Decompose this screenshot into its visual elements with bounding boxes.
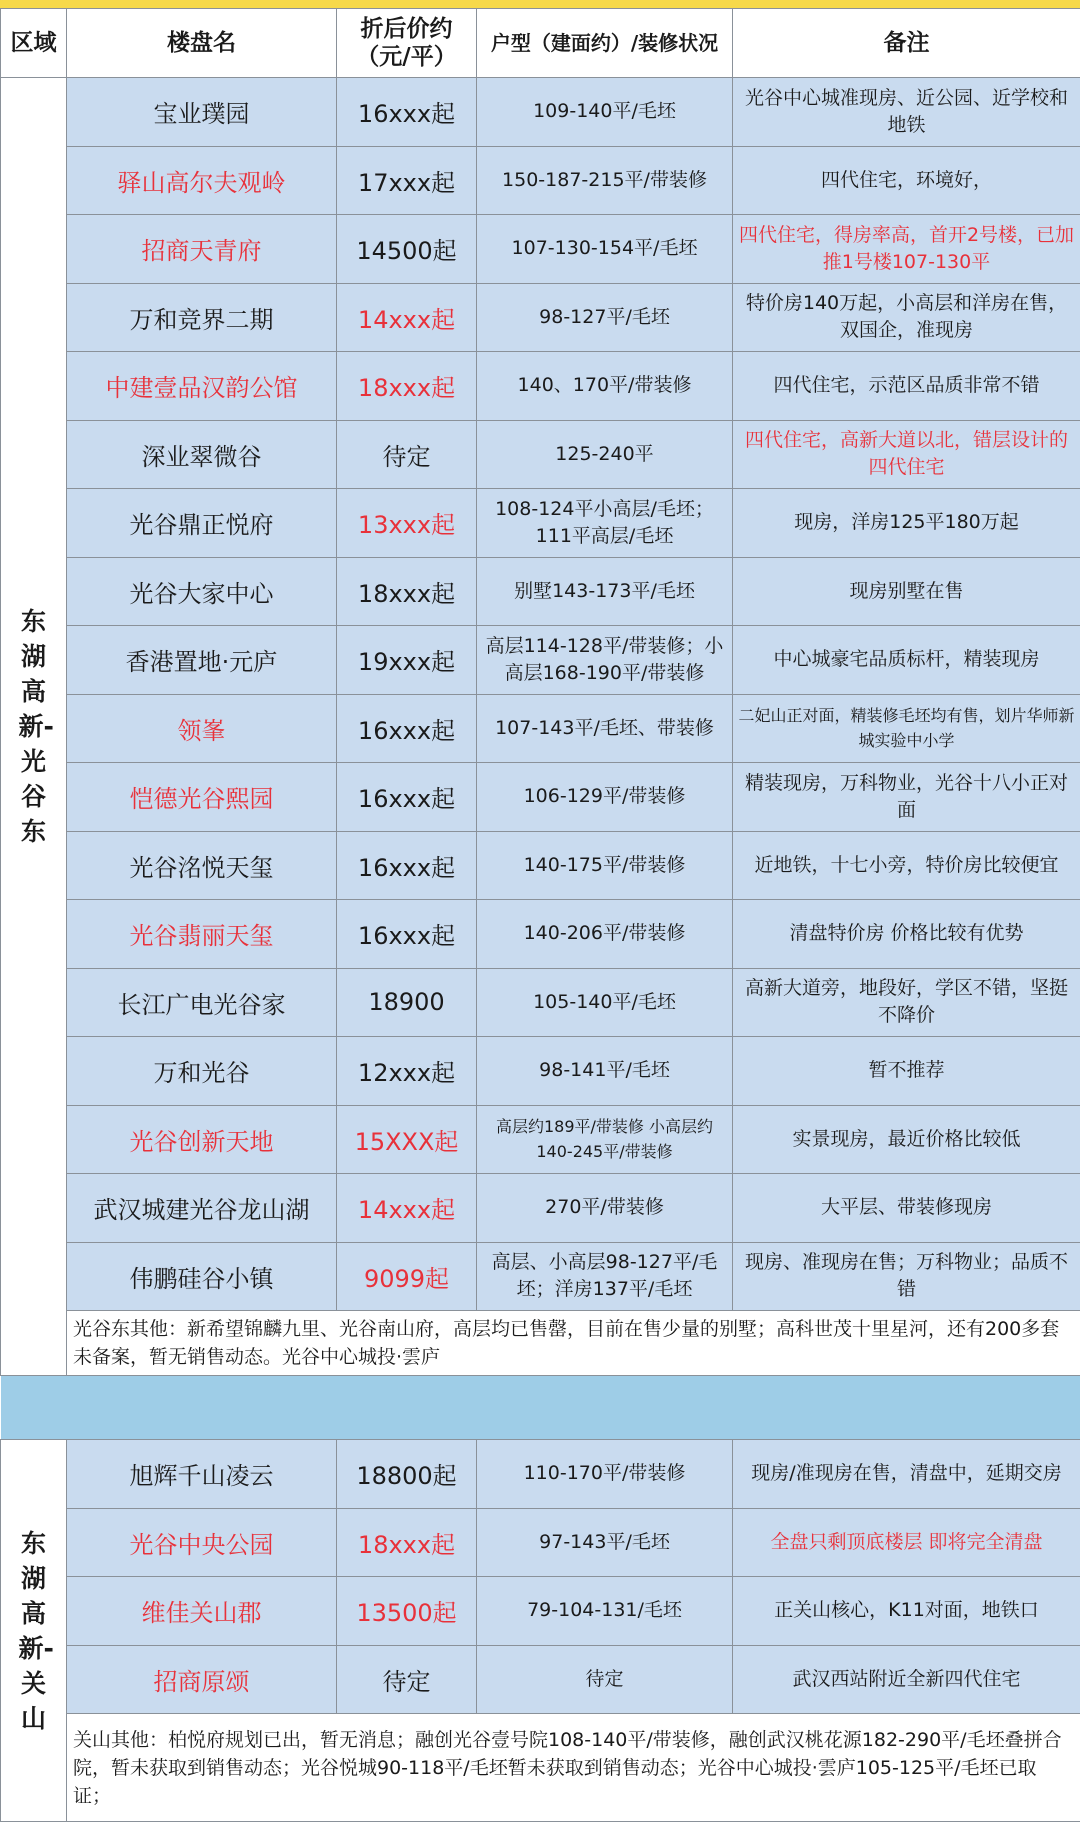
price-cell: 16xxx起 xyxy=(337,694,477,763)
name-cell: 香港置地·元庐 xyxy=(67,626,337,695)
name-cell: 深业翠微谷 xyxy=(67,420,337,489)
table-row xyxy=(1,1645,1080,1714)
price-cell: 16xxx起 xyxy=(337,831,477,900)
remark-cell: 现房、准现房在售；万科物业；品质不错 xyxy=(733,1242,1080,1311)
price-cell: 14xxx起 xyxy=(337,1174,477,1243)
type-cell: 105-140平/毛坯 xyxy=(477,968,733,1037)
price-cell: 9099起 xyxy=(337,1242,477,1311)
type-cell: 140、170平/带装修 xyxy=(477,352,733,421)
price-cell: 18xxx起 xyxy=(337,557,477,626)
type-cell: 140-175平/带装修 xyxy=(477,831,733,900)
type-cell: 108-124平小高层/毛坯；111平高层/毛坯 xyxy=(477,489,733,558)
type-cell: 270平/带装修 xyxy=(477,1174,733,1243)
remark-cell: 现房，洋房125平180万起 xyxy=(733,489,1080,558)
table-row xyxy=(1,831,1080,900)
type-cell: 高层114-128平/带装修；小高层168-190平/带装修 xyxy=(477,626,733,695)
table-row xyxy=(1,1037,1080,1106)
section-note-guanshan: 关山其他：柏悦府规划已出，暂无消息；融创光谷壹号院108-140平/带装修，融创武汉桃花源182-290平/毛坯叠拼合院，暂未获取到销售动态；光谷悦城90-118平/毛坯暂未获取到销售动态；光谷中心城投·雲庐105-125平/毛坯已取证； xyxy=(67,1714,1080,1822)
type-cell: 79-104-131/毛坯 xyxy=(477,1577,733,1646)
divider-band xyxy=(1,1376,1080,1440)
note-row xyxy=(1,1714,1080,1822)
table-row xyxy=(1,900,1080,969)
table-row xyxy=(1,694,1080,763)
region-cell-guanshan xyxy=(1,1440,67,1822)
type-cell: 高层约189平/带装修 小高层约140-245平/带装修 xyxy=(477,1105,733,1174)
price-cell: 待定 xyxy=(337,420,477,489)
name-cell: 光谷中央公园 xyxy=(67,1508,337,1577)
table-row xyxy=(1,626,1080,695)
price-cell: 19xxx起 xyxy=(337,626,477,695)
table-row xyxy=(1,1105,1080,1174)
note-row xyxy=(1,1311,1080,1376)
table-row xyxy=(1,146,1080,215)
remark-cell: 二妃山正对面，精装修毛坯均有售，划片华师新城实验中小学 xyxy=(733,694,1080,763)
remark-cell: 精装现房，万科物业，光谷十八小正对面 xyxy=(733,763,1080,832)
remark-cell: 暂不推荐 xyxy=(733,1037,1080,1106)
type-cell: 125-240平 xyxy=(477,420,733,489)
remark-cell: 特价房140万起，小高层和洋房在售，双国企，准现房 xyxy=(733,283,1080,352)
name-cell: 恺德光谷熙园 xyxy=(67,763,337,832)
type-cell: 107-130-154平/毛坯 xyxy=(477,215,733,284)
header-remark: 备注 xyxy=(733,9,1080,78)
name-cell: 万和光谷 xyxy=(67,1037,337,1106)
property-table xyxy=(0,8,1080,1822)
remark-cell: 光谷中心城准现房、近公园、近学校和地铁 xyxy=(733,78,1080,147)
top-accent-bar xyxy=(0,0,1080,8)
remark-cell: 四代住宅，环境好， xyxy=(733,146,1080,215)
header-row xyxy=(1,9,1080,78)
table-row xyxy=(1,1440,1080,1509)
table-row xyxy=(1,215,1080,284)
remark-cell: 清盘特价房 价格比较有优势 xyxy=(733,900,1080,969)
header-name: 楼盘名 xyxy=(67,9,337,78)
price-cell: 18xxx起 xyxy=(337,352,477,421)
name-cell: 招商原颂 xyxy=(67,1645,337,1714)
type-cell: 98-127平/毛坯 xyxy=(477,283,733,352)
name-cell: 光谷洺悦天玺 xyxy=(67,831,337,900)
price-cell: 14xxx起 xyxy=(337,283,477,352)
region-cell-guanggu-east xyxy=(1,78,67,1376)
name-cell: 伟鹏硅谷小镇 xyxy=(67,1242,337,1311)
price-cell: 16xxx起 xyxy=(337,763,477,832)
price-cell: 16xxx起 xyxy=(337,900,477,969)
name-cell: 光谷大家中心 xyxy=(67,557,337,626)
table-row xyxy=(1,763,1080,832)
table-row xyxy=(1,1242,1080,1311)
table-row xyxy=(1,1577,1080,1646)
remark-cell: 武汉西站附近全新四代住宅 xyxy=(733,1645,1080,1714)
price-cell: 18xxx起 xyxy=(337,1508,477,1577)
name-cell: 旭辉千山凌云 xyxy=(67,1440,337,1509)
price-cell: 14500起 xyxy=(337,215,477,284)
remark-cell: 四代住宅，示范区品质非常不错 xyxy=(733,352,1080,421)
name-cell: 招商天青府 xyxy=(67,215,337,284)
remark-cell: 四代住宅，得房率高，首开2号楼，已加推1号楼107-130平 xyxy=(733,215,1080,284)
type-cell: 140-206平/带装修 xyxy=(477,900,733,969)
remark-cell: 大平层、带装修现房 xyxy=(733,1174,1080,1243)
remark-cell: 四代住宅，高新大道以北，错层设计的四代住宅 xyxy=(733,420,1080,489)
name-cell: 中建壹品汉韵公馆 xyxy=(67,352,337,421)
table-row xyxy=(1,420,1080,489)
header-price-text: 折后价约 （元/平） xyxy=(356,16,457,70)
type-cell: 待定 xyxy=(477,1645,733,1714)
section-divider xyxy=(1,1376,1080,1440)
price-cell: 17xxx起 xyxy=(337,146,477,215)
region-label: 东湖高新-光谷东 xyxy=(18,607,54,846)
name-cell: 光谷创新天地 xyxy=(67,1105,337,1174)
remark-cell: 近地铁，十七小旁，特价房比较便宜 xyxy=(733,831,1080,900)
price-cell: 13xxx起 xyxy=(337,489,477,558)
price-cell: 待定 xyxy=(337,1645,477,1714)
section-note-guanggu-east: 光谷东其他：新希望锦麟九里、光谷南山府，高层均已售罄，目前在售少量的别墅；高科世茂十里星河，还有200多套未备案，暂无销售动态。光谷中心城投·雲庐 xyxy=(67,1311,1080,1376)
type-cell: 别墅143-173平/毛坯 xyxy=(477,557,733,626)
price-cell: 16xxx起 xyxy=(337,78,477,147)
name-cell: 长江广电光谷家 xyxy=(67,968,337,1037)
type-cell: 高层、小高层98-127平/毛坯；洋房137平/毛坯 xyxy=(477,1242,733,1311)
price-cell: 18900 xyxy=(337,968,477,1037)
name-cell: 驿山高尔夫观岭 xyxy=(67,146,337,215)
remark-cell: 高新大道旁，地段好，学区不错，坚挺不降价 xyxy=(733,968,1080,1037)
remark-cell: 全盘只剩顶底楼层 即将完全清盘 xyxy=(733,1508,1080,1577)
price-cell: 15XXX起 xyxy=(337,1105,477,1174)
remark-cell: 正关山核心，K11对面，地铁口 xyxy=(733,1577,1080,1646)
header-type: 户型（建面约）/装修状况 xyxy=(477,9,733,78)
name-cell: 武汉城建光谷龙山湖 xyxy=(67,1174,337,1243)
type-cell: 107-143平/毛坯、带装修 xyxy=(477,694,733,763)
name-cell: 光谷鼎正悦府 xyxy=(67,489,337,558)
table-row xyxy=(1,283,1080,352)
remark-cell: 现房/准现房在售，清盘中，延期交房 xyxy=(733,1440,1080,1509)
name-cell: 光谷翡丽天玺 xyxy=(67,900,337,969)
name-cell: 维佳关山郡 xyxy=(67,1577,337,1646)
header-price xyxy=(337,9,477,78)
type-cell: 109-140平/毛坯 xyxy=(477,78,733,147)
header-region: 区域 xyxy=(1,9,67,78)
name-cell: 宝业璞园 xyxy=(67,78,337,147)
remark-cell: 现房别墅在售 xyxy=(733,557,1080,626)
type-cell: 97-143平/毛坯 xyxy=(477,1508,733,1577)
type-cell: 106-129平/带装修 xyxy=(477,763,733,832)
table-row xyxy=(1,557,1080,626)
remark-cell: 中心城豪宅品质标杆，精装现房 xyxy=(733,626,1080,695)
type-cell: 98-141平/毛坯 xyxy=(477,1037,733,1106)
table-row xyxy=(1,968,1080,1037)
type-cell: 150-187-215平/带装修 xyxy=(477,146,733,215)
table-row xyxy=(1,1174,1080,1243)
type-cell: 110-170平/带装修 xyxy=(477,1440,733,1509)
name-cell: 万和竞界二期 xyxy=(67,283,337,352)
table-row xyxy=(1,1508,1080,1577)
price-cell: 12xxx起 xyxy=(337,1037,477,1106)
price-cell: 18800起 xyxy=(337,1440,477,1509)
table-row xyxy=(1,489,1080,558)
price-cell: 13500起 xyxy=(337,1577,477,1646)
region-label: 东湖高新-关山 xyxy=(18,1528,54,1733)
table-row xyxy=(1,78,1080,147)
name-cell: 领峯 xyxy=(67,694,337,763)
remark-cell: 实景现房，最近价格比较低 xyxy=(733,1105,1080,1174)
table-row xyxy=(1,352,1080,421)
